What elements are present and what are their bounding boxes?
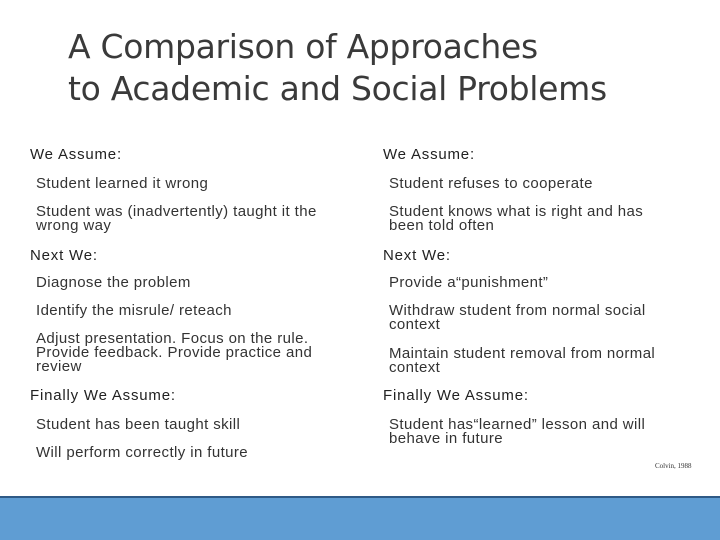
left-assume-item-1: Student learned it wrong <box>36 175 209 192</box>
right-next-item-3: Maintain student removal from normal context <box>389 345 656 376</box>
slide-title <box>68 26 688 110</box>
right-next-item-2: Withdraw student from normal social context <box>389 302 646 333</box>
left-next-item-3: Adjust presentation. Focus on the rule. Provide feedback. Provide practice and review <box>36 330 313 375</box>
citation-credit: Colvin, 1988 <box>655 462 692 470</box>
left-finally-item-2: Will perform correctly in future <box>36 444 249 461</box>
right-next-heading: Next We: <box>383 247 451 264</box>
left-next-item-2: Identify the misrule/ reteach <box>36 302 232 319</box>
right-assume-item-1: Student refuses to cooperate <box>389 175 593 192</box>
left-finally-item-1: Student has been taught skill <box>36 416 241 433</box>
footer-bar <box>0 498 720 540</box>
left-next-heading: Next We: <box>30 247 98 264</box>
title-line-1: A Comparison of Approaches <box>68 27 538 66</box>
right-assume-heading: We Assume: <box>383 146 475 163</box>
left-assume-item-2: Student was (inadvertently) taught it the wrong way <box>36 203 317 234</box>
right-finally-item-1: Student has“learned” lesson and will behave in future <box>389 416 646 447</box>
left-assume-heading: We Assume: <box>30 146 122 163</box>
right-finally-heading: Finally We Assume: <box>383 387 529 404</box>
title-line-2: to Academic and Social Problems <box>68 69 607 108</box>
left-next-item-1: Diagnose the problem <box>36 274 191 291</box>
right-next-item-1: Provide a“punishment” <box>389 274 549 291</box>
right-assume-item-2: Student knows what is right and has been told often <box>389 203 644 234</box>
left-finally-heading: Finally We Assume: <box>30 387 176 404</box>
